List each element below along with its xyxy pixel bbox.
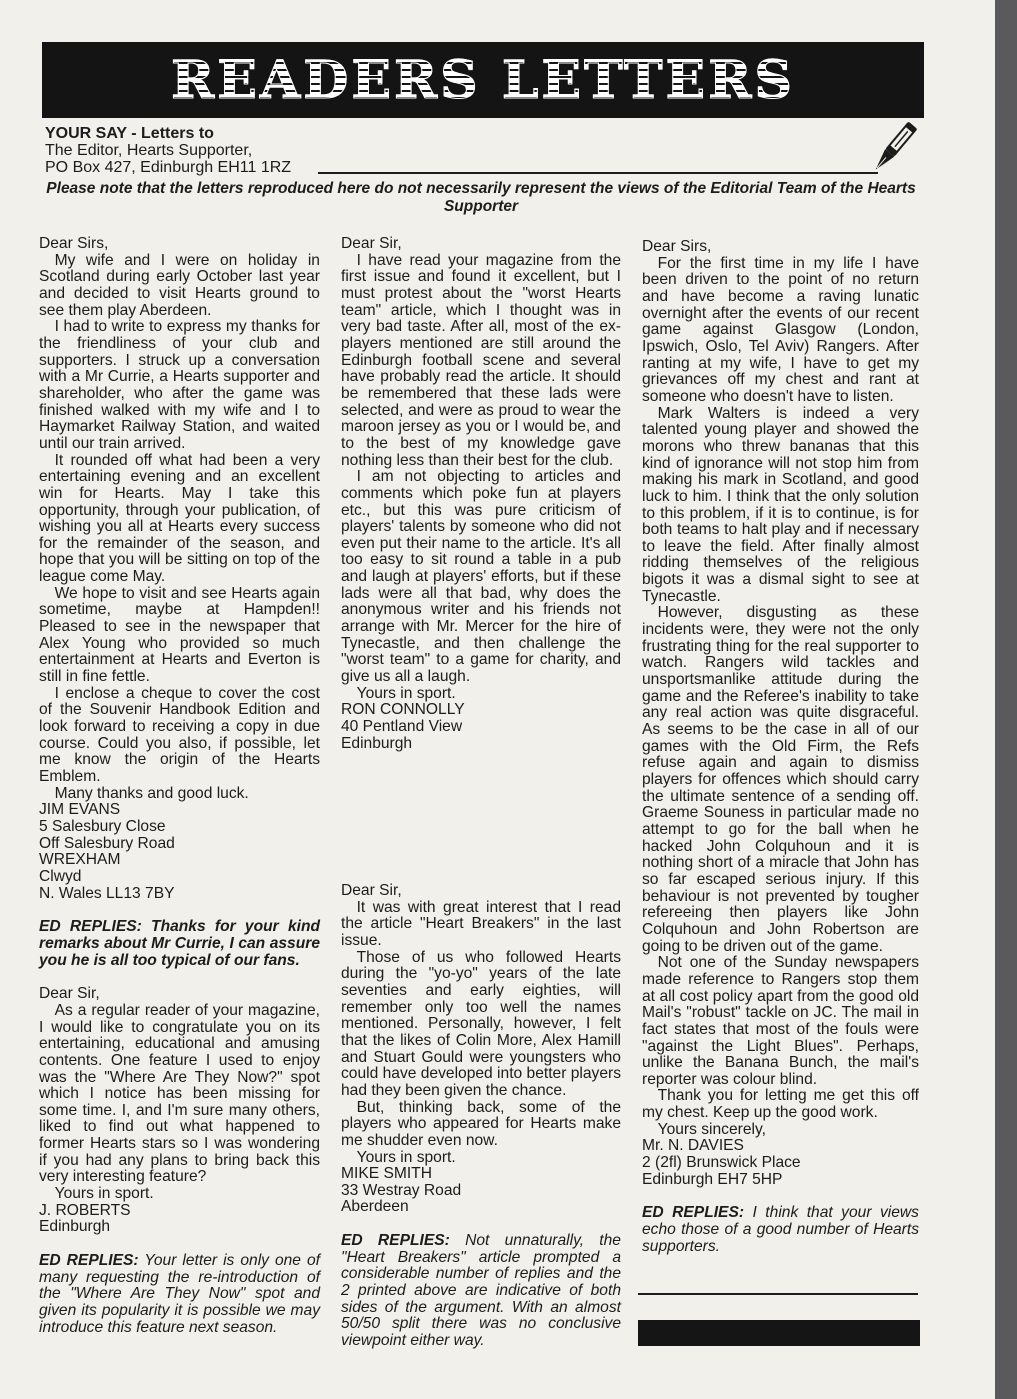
letter-salutation: Dear Sir, <box>341 882 402 899</box>
letter-paragraph: For the first time in my life I have been driven to the point of no return and have become a raving lunatic overnight after the events of our recent game against Glasgow (London, Ipswich, Oslo, Tel Aviv) Rangers. After ranting at my wife, I have to get my grievances off my chest and rant at someone who doesn't have to listen. <box>642 254 919 405</box>
address-label: YOUR SAY - Letters to <box>45 125 214 142</box>
letter-salutation: Dear Sirs, <box>39 235 109 252</box>
signature-line: 5 Salesbury Close <box>39 817 166 835</box>
letters-address <box>45 125 291 176</box>
letter-paragraph: But, thinking back, some of the players who appeared for Hearts make me shudder even now. <box>341 1098 621 1149</box>
letter-evans <box>39 236 320 902</box>
editor-reply-label: ED REPLIES: <box>39 1252 139 1270</box>
letter-salutation: Dear Sir, <box>341 235 402 252</box>
editor-reply-text: Your letter is only one of many requesting the re-introduction of the "Where Are They Now" spot and given its popularity it is possible we may introduce this feature next season. <box>39 1252 320 1336</box>
editor-reply-smith <box>341 1233 621 1350</box>
letter-connolly <box>341 236 621 752</box>
column-middle <box>341 236 621 769</box>
footer-bar <box>638 1320 920 1346</box>
editor-reply-label: ED REPLIES: <box>341 1232 450 1250</box>
letter-salutation: Dear Sir, <box>39 985 100 1003</box>
letter-paragraph: Thank you for letting me get this off my chest. Keep up the good work. <box>642 1087 919 1122</box>
letter-davies <box>642 239 919 1188</box>
signature-line: Clwyd <box>39 867 82 885</box>
letter-paragraph: It was with great interest that I read the article "Heart Breakers" in the last issue. <box>341 898 621 949</box>
editor-reply-label: ED REPLIES: <box>642 1204 745 1222</box>
address-line: The Editor, Hearts Supporter, <box>45 142 253 159</box>
letter-paragraph: Mark Walters is indeed a very talented young player and showed the morons who threw bananas that this kind of ignorance will not stop him from making his mark in Scotland, and good luck to him. I think that the only solution to this problem, if it is to continue, is for both teams to halt play and if necessary to leave the field. After finally almost ridding themselves of the religious bigots it was a dismal sight to see at Tynecastle. <box>642 404 919 605</box>
letter-paragraph: I am not objecting to articles and comments which poke fun at players etc., but this was pure criticism of players' talents by someone who did not even put their name to the article. It's all too easy to sit round a table in a pub and laugh at players' efforts, but if these lads were all that bad, why does the anonymous writer and his friends not arrange with Mr. Mercer for the hire of Tynecastle, and then challenge the "worst team" to a game for charity, and give us all a laugh. <box>341 468 621 686</box>
letter-paragraph: Those of us who followed Hearts during the "yo-yo" years of the late seventies and early eighties, will remember only too well the names mentioned. Personally, however, I felt that the likes of Colin More, Alex Hamill and Stuart Gould were youngsters who could have developed into better players had they been given the chance. <box>341 948 622 1099</box>
letter-paragraph: We hope to visit and see Hearts again sometime, maybe at Hampden!! Pleased to see in the newspaper that Alex Young who provided so much entertainment at Hearts and Everton is still in fine fettle. <box>39 584 320 686</box>
editor-reply-davies <box>642 1205 919 1255</box>
editor-reply-evans <box>39 919 320 969</box>
signature-line: 2 (2fl) Brunswick Place <box>642 1154 801 1172</box>
signature-line: Off Salesbury Road <box>39 834 175 852</box>
page-edge <box>995 0 1017 1399</box>
signature-line: RON CONNOLLY <box>341 701 465 719</box>
signature-line: Edinburgh EH7 5HP <box>642 1170 783 1188</box>
editor-reply-roberts <box>39 1253 320 1336</box>
signature-line: 33 Westray Road <box>341 1181 462 1199</box>
editorial-disclaimer: Please note that the letters reproduced here do not necessarily represent the views of the Editorial Team of the Hearts Supporter <box>46 180 916 215</box>
editor-reply-text: Not unnaturally, the "Heart Breakers" article prompted a considerable number of replies and the 2 printed above are indicative of both sides of the argument. With an almost 50/50 split there was no conclusive viewpoint either way. <box>341 1232 621 1350</box>
letter-paragraph: Not one of the Sunday newspapers made reference to Rangers stop them at all cost policy apart from the good old Mail's "robust" tackle on JC. The mail in fact states that most of the fouls were "against the Light Blues". Perhaps, unlike the Banana Bunch, the mail's reporter was colour blind. <box>642 954 919 1088</box>
signature-line: Aberdeen <box>341 1198 409 1216</box>
signature-line: Mr. N. DAVIES <box>642 1137 744 1155</box>
signature-line: J. ROBERTS <box>39 1201 131 1219</box>
footer-rule <box>638 1293 918 1295</box>
column-left <box>39 236 320 1353</box>
title-banner <box>42 42 924 118</box>
signature-line: Edinburgh <box>341 734 413 752</box>
letter-paragraph: Yours in sport. <box>356 684 456 702</box>
signature-line: N. Wales LL13 7BY <box>39 884 175 902</box>
editor-reply <box>341 1233 621 1350</box>
column-right <box>642 239 919 1272</box>
pen-icon <box>868 120 918 178</box>
editor-reply <box>642 1205 919 1255</box>
letter-paragraph: I have read your magazine from the first issue and found it excellent, but I must protest about the "worst Hearts team" article, which I thought was in very bad taste. After all, most of the ex-players mentioned are still around the Edinburgh football scene and several have probably read the article. It should be remembered that these lads were selected, and were as proud to wear the maroon jersey as you or I would be, and to the best of my knowledge gave nothing less than their best for the club. <box>341 251 621 469</box>
letter-smith <box>341 883 621 1216</box>
editor-reply <box>39 1253 320 1336</box>
letter-salutation: Dear Sirs, <box>642 238 712 255</box>
letter-paragraph: Yours in sport. <box>54 1185 154 1203</box>
signature-line: JIM EVANS <box>39 801 121 819</box>
letter-paragraph: Many thanks and good luck. <box>54 784 249 802</box>
address-line: PO Box 427, Edinburgh EH11 1RZ <box>45 159 292 176</box>
letter-paragraph: I enclose a cheque to cover the cost of the Souvenir Handbook Edition and look forward to receiving a copy in due course. Could you also, if possible, let me know the origin of the Hearts Emblem. <box>39 684 320 785</box>
signature-line: MIKE SMITH <box>341 1165 432 1183</box>
signature-line: WREXHAM <box>39 851 121 869</box>
letter-paragraph: My wife and I were on holiday in Scotland during early October last year and decided to visit Hearts ground to see them play Aberdeen. <box>39 251 320 319</box>
signature-line: Edinburgh <box>39 1218 111 1236</box>
editor-reply-text: I think that your views echo those of a good number of Hearts supporters. <box>642 1204 919 1255</box>
letter-paragraph: As a regular reader of your magazine, I would like to congratulate you on its entertaining, educational and amusing contents. One feature I used to enjoy was the "Where Are They Now?" spot which I notice has been missing for some time. I, and I'm sure many others, liked to find out what happened to former Hearts stars so I was wondering if you had any plans to bring back this very interesting feature? <box>39 1001 320 1186</box>
address-rule <box>318 172 878 174</box>
letter-paragraph: However, disgusting as these incidents were, they were not the only frustrating thing for the real supporter to watch. Rangers wild tackles and unsportsmanlike attitude during the game and the Referee's inability to take any real action was quite disgraceful. As seems to be the case in all of our games with the Old Firm, the Refs refuse again and again to dismiss players for offences which should carry the ultimate sentence of a sending off. Graeme Souness in particular made no attempt to go for the ball when he hacked John Colquhoun and it is nothing short of a miracle that John has so far escaped serious injury. If this behaviour is not prevented by tougher refereeing then players like John Colquhoun and John Robertson are going to be driven out of the game. <box>642 604 919 955</box>
letter-roberts <box>39 986 320 1236</box>
editor-reply: ED REPLIES: Thanks for your kind remarks about Mr Currie, I can assure you he is all too typical of our fans. <box>39 918 320 969</box>
letter-paragraph: It rounded off what had been a very entertaining evening and an excellent win for Hearts. May I take this opportunity, through your publication, of wishing you all at Hearts every success for the remainder of the season, and hope that you will be sitting on top of the league come May. <box>39 451 320 586</box>
page-title: READERS LETTERS <box>171 49 795 111</box>
column-middle-lower <box>341 883 621 1367</box>
letter-paragraph: Yours in sport. <box>356 1148 456 1166</box>
signature-line: 40 Pentland View <box>341 718 463 736</box>
letter-paragraph: Yours sincerely, <box>657 1120 766 1138</box>
letter-paragraph: I had to write to express my thanks for the friendliness of your club and supporters. I struck up a conversation with a Mr Currie, a Hearts supporter and shareholder, who after the game was finished walked with my wife and I to Haymarket Railway Station, and waited until our train arrived. <box>39 318 320 452</box>
